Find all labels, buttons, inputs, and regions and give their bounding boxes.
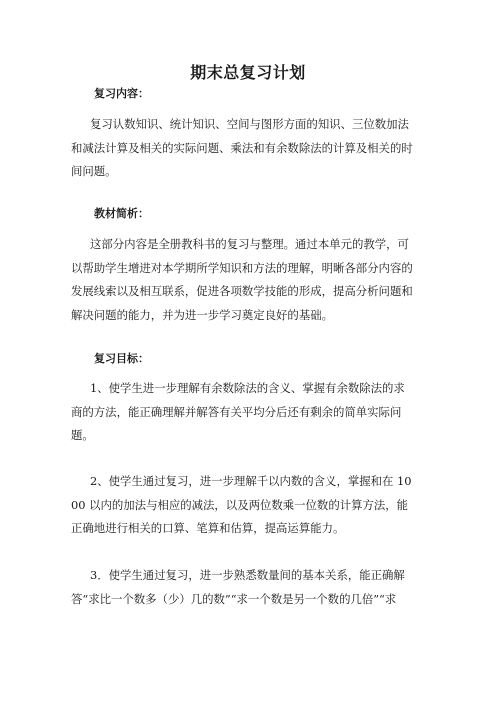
text-line: 答“求比一个数多（少）几的数”“求一个数是另一个数的几倍”“求 [71, 591, 397, 606]
text-line: 商的方法，能正确理解并解答有关平均分后还有剩余的简单实际问 [71, 404, 402, 419]
section-heading-content: 复习内容： [94, 87, 149, 100]
section-heading-analysis: 教材简析： [94, 207, 149, 220]
text-line: 解决问题的能力，并为进一步学习奠定良好的基础。 [71, 308, 333, 323]
section-heading-goals: 复习目标： [94, 352, 149, 365]
text-line: 1、使学生进一步理解有余数除法的含义、掌握有余数除法的求 [90, 381, 405, 395]
paragraph-goal-1 [71, 377, 423, 448]
paragraph-review-content [71, 113, 423, 184]
text-line: 2、使学生通过复习，进一步理解千以内数的含义，掌握和在 10 [90, 474, 412, 488]
paragraph-textbook-analysis [71, 233, 423, 328]
document-title: 期末总复习计划 [190, 63, 306, 82]
text-line: 00 以内的加法与相应的减法，以及两位数乘一位数的计算方法，能 [71, 497, 409, 512]
text-line: 间问题。 [71, 164, 117, 179]
text-line: 正确地进行相关的口算、笔算和估算，提高运算能力。 [71, 521, 345, 536]
text-line: 和减法计算及相关的实际问题、乘法和有余数除法的计算及相关的时 [71, 140, 413, 155]
text-line: 以帮助学生增进对本学期所学知识和方法的理解，明晰各部分内容的 [71, 260, 413, 275]
text-line: 题。 [71, 428, 94, 443]
text-line: 这部分内容是全册教科书的复习与整理。通过本单元的教学，可 [90, 237, 409, 251]
paragraph-goal-2 [71, 470, 423, 541]
paragraph-goal-3 [71, 564, 423, 611]
text-line: 复习认数知识、统计知识、空间与图形方面的知识、三位数加法 [90, 117, 409, 131]
text-line: 发展线索以及相互联系，促进各项数学技能的形成，提高分析问题和 [71, 284, 413, 299]
text-line: 3．使学生通过复习，进一步熟悉数量间的基本关系，能正确解 [90, 568, 405, 582]
